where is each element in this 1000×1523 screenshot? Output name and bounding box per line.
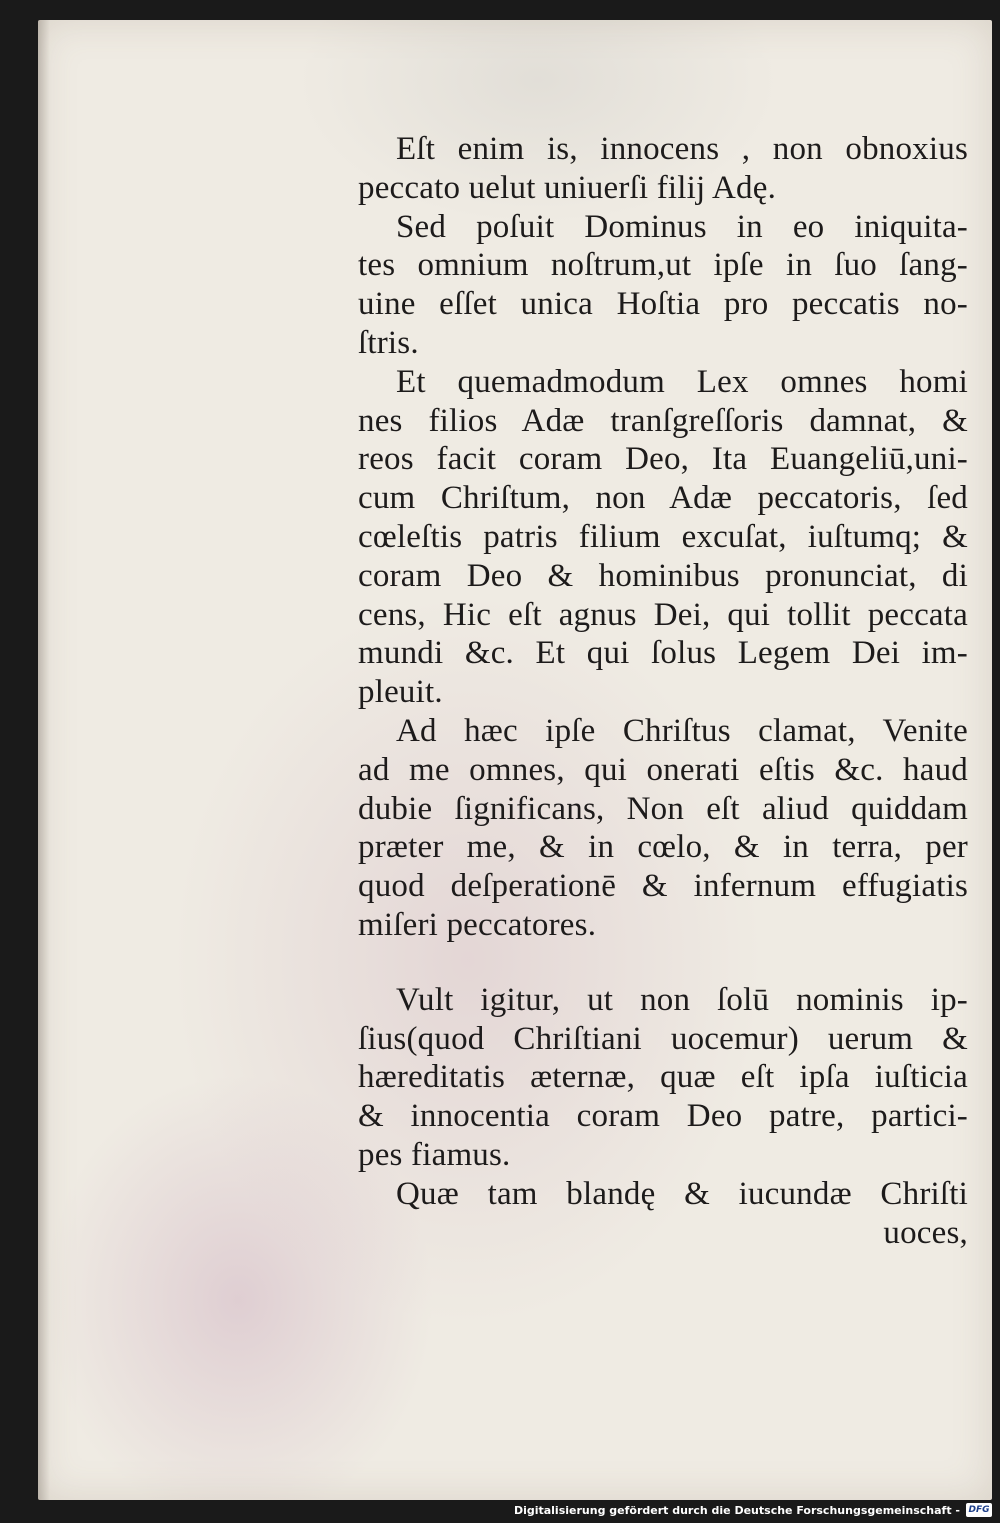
footer-credit: Digitalisierung gefördert durch die Deutsche Forschungsgemeinschaft - [513, 1503, 960, 1517]
digitization-footer [514, 1500, 992, 1520]
text-line: ſtris. [358, 324, 419, 361]
text-line: pes fiamus. [358, 1136, 511, 1173]
text-line: Vult igitur, ut non ſolū nominis ip- [396, 981, 968, 1018]
text-line: peccato uelut uniuerſi filij Adę. [358, 169, 777, 206]
text-line: & innocentia coram Deo patre, partici- [358, 1098, 968, 1135]
text-line: cum Chriſtum, non Adæ peccatoris, ſed [358, 480, 968, 517]
book-page [38, 20, 992, 1500]
text-line: Eſt enim is, innocens , non obnoxius [396, 131, 968, 167]
text-line: ad me omnes, qui onerati eſtis &c. haud [358, 751, 968, 788]
text-line: Et quemadmodum Lex omnes homi [396, 363, 968, 400]
text-line: præter me, & in cœlo, & in terra, per [358, 829, 968, 866]
text-line: Ad hæc ipſe Chriſtus clamat, Venite [396, 712, 968, 749]
text-line: pleuit. [358, 674, 443, 711]
text-line: miſeri peccatores. [358, 906, 597, 943]
text-line: tes omnium noſtrum,ut ipſe in ſuo ſang- [358, 247, 968, 284]
text-line: cens, Hic eſt agnus Dei, qui tollit peccata [358, 596, 968, 633]
text-block [358, 130, 968, 1252]
text-line: dubie ſignificans, Non eſt aliud quiddam [358, 790, 968, 827]
text-line: uoces, [883, 1214, 968, 1251]
text-line: uine eſſet unica Hoſtia pro peccatis no- [358, 286, 968, 323]
text-line: coram Deo & hominibus pronunciat, di [358, 557, 968, 594]
text-line: Quæ tam blandę & iucundæ Chriſti [396, 1175, 968, 1212]
dfg-logo-icon: DFG [966, 1503, 992, 1517]
page-edge-shadow [38, 20, 50, 1500]
text-line: cœleſtis patris filium excuſat, iuſtumq; & [358, 518, 968, 555]
text-line: nes filios Adæ tranſgreſſoris damnat, & [358, 402, 968, 439]
text-line: reos facit coram Deo, Ita Euangeliū,uni- [358, 441, 968, 478]
text-line: hæreditatis æternæ, quæ eſt ipſa iuſticia [358, 1059, 968, 1096]
paragraph-gap [358, 945, 968, 981]
text-line: Sed poſuit Dominus in eo iniquita- [396, 208, 968, 245]
text-line: ſius(quod Chriſtiani uocemur) uerum & [358, 1020, 968, 1057]
text-line: quod deſperationē & infernum effugiatis [358, 868, 968, 905]
text-line: mundi &c. Et qui ſolus Legem Dei im- [358, 635, 968, 672]
